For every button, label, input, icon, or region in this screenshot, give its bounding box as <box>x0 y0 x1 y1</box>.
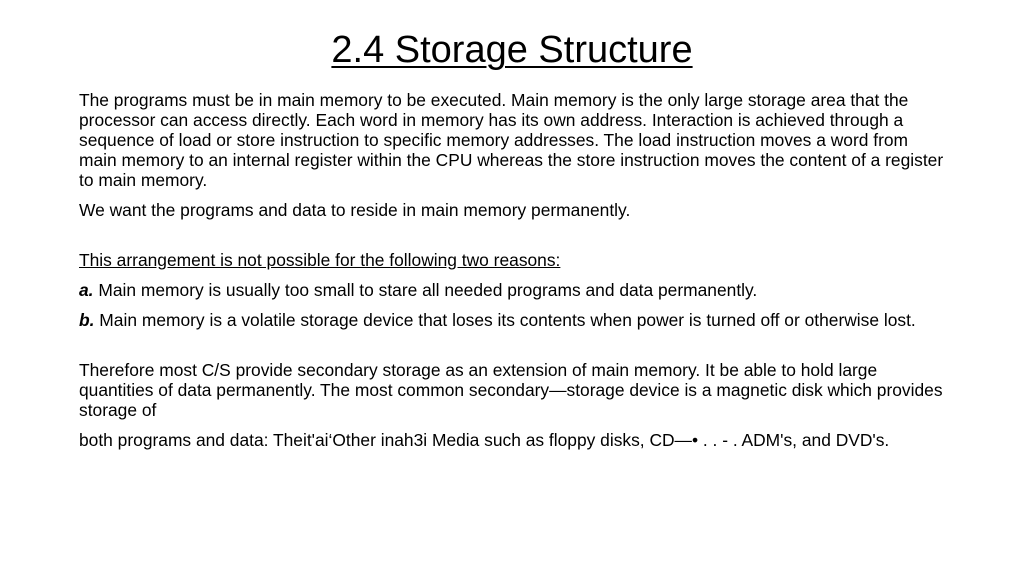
reason-b-marker: b. <box>79 310 95 330</box>
reason-a-marker: a. <box>79 280 94 300</box>
paragraph-other-media: both programs and data: Theit'ai‘Other inah3i Media such as floppy disks, CD—• . . - . ADM's, and DVD's. <box>79 430 890 450</box>
paragraph-reasons-heading: This arrangement is not possible for the following two reasons: <box>79 250 561 270</box>
paragraph-secondary-storage: Therefore most C/S provide secondary storage as an extension of main memory. It be able to hold large quantities of data permanently. The most common secondary—storage device is a magnetic disk which provides storage of <box>79 360 943 420</box>
paragraph-main-memory: The programs must be in main memory to be executed. Main memory is the only large storage area that the processor can access directly. Each word in memory has its own address. Interaction is achieved through a sequence of load or store instruction to specific memory addresses. The load instruction moves a word from main memory to an internal register within the CPU whereas the store instruction moves the content of a register to main memory. <box>79 90 944 190</box>
slide-body <box>79 90 949 450</box>
reason-a-text: Main memory is usually too small to stare all needed programs and data permanently. <box>93 280 758 300</box>
reason-b-text: Main memory is a volatile storage device that loses its contents when power is turned off or otherwise lost. <box>94 310 916 330</box>
slide-title: 2.4 Storage Structure <box>331 29 693 71</box>
reason-a <box>79 280 949 300</box>
reason-b <box>79 310 949 330</box>
paragraph-permanent-residence: We want the programs and data to reside in main memory permanently. <box>79 200 631 220</box>
